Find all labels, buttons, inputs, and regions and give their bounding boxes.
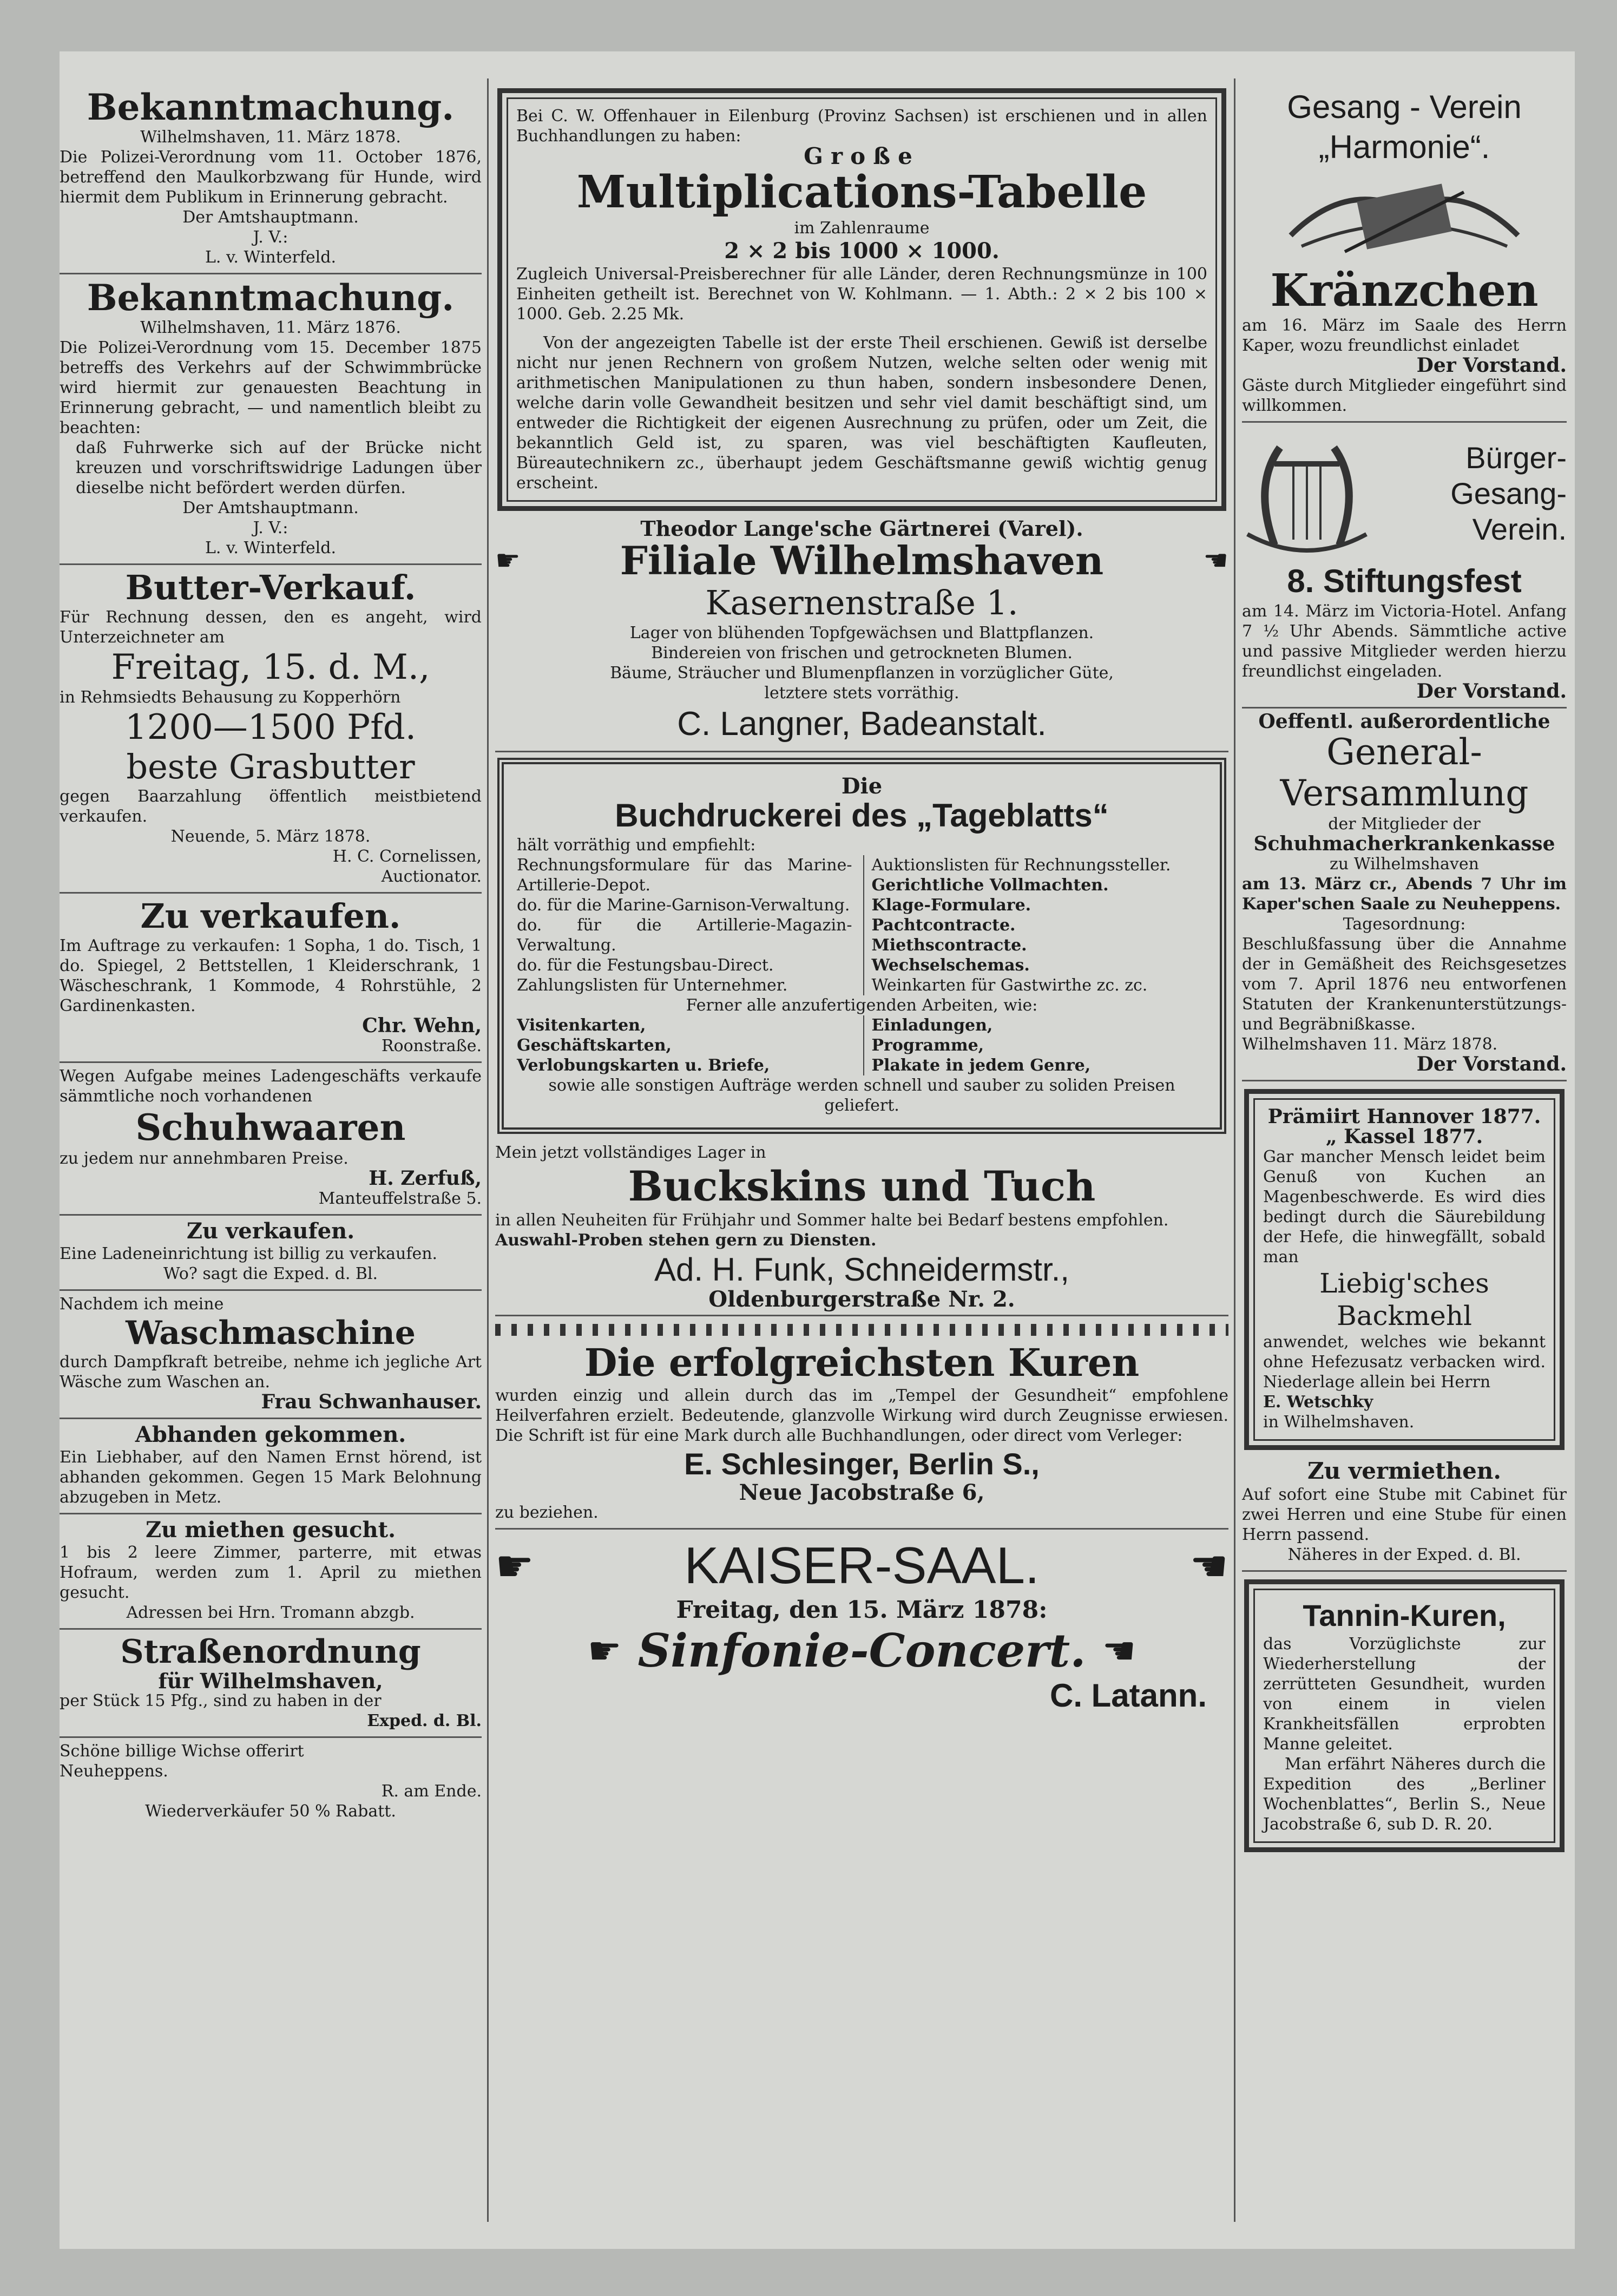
- ad-zu-verkaufen-2: [60, 1216, 482, 1291]
- ad-signature: H. C. Cornelissen,: [332, 847, 482, 866]
- list-item: Pachtcontracte.: [871, 916, 1016, 935]
- ad-street: Kasernenstraße 1.: [705, 583, 1018, 622]
- ornament-border: [495, 1324, 1228, 1336]
- ad-town: Neuheppens.: [60, 1762, 168, 1781]
- ad-body: anwendet, welches wie bekannt ohne Hefezusatz verbacken wird. Niederlage allein bei Herrn: [1263, 1333, 1546, 1392]
- ad-title: Filiale Wilhelmshaven: [620, 537, 1104, 583]
- ad-schuhwaaren: [60, 1063, 482, 1216]
- service-list-2: [517, 1015, 1207, 1075]
- ad-title: Buckskins und Tuch: [628, 1162, 1096, 1210]
- ad-range: 2 × 2 bis 1000 × 1000.: [724, 238, 1000, 264]
- ad-line: Bindereien von frischen und getrockneten Blumen.: [651, 644, 1073, 662]
- list-item: Visitenkarten,: [517, 1016, 646, 1035]
- ad-subtitle: für Wilhelmshaven,: [158, 1669, 383, 1693]
- list-item: Wechselschemas.: [871, 956, 1030, 975]
- ad-date: Wilhelmshaven, 11. März 1878.: [140, 128, 401, 147]
- ad-signature: C. Langner, Badeanstalt.: [677, 705, 1047, 743]
- ad-pre: Die: [841, 773, 883, 799]
- list-item: Einladungen,: [871, 1016, 993, 1035]
- ad-title: Butter-Verkauf.: [125, 568, 416, 607]
- ad-signature: L. v. Winterfeld.: [205, 248, 337, 267]
- ad-body: Man erfährt Näheres durch die Expedition des „Berliner Wochenblattes“, Berlin S., Neue Jacobstraße 6, sub D. R. 20.: [1263, 1755, 1546, 1834]
- ad-wichse: [60, 1738, 482, 1821]
- ad-zu-vermiethen: [1242, 1454, 1567, 1572]
- service-list-left: [517, 1015, 852, 1075]
- ad-street: Neue Jacobstraße 6,: [739, 1480, 985, 1505]
- ad-signature: Frau Schwanhauser.: [261, 1390, 482, 1413]
- ad-title-line: Verein.: [1472, 512, 1567, 546]
- ad-tannin-kuren: [1244, 1579, 1565, 1852]
- ad-strassenordnung: [60, 1630, 482, 1738]
- ad-amount: 1200—1500 Pfd.: [124, 707, 417, 747]
- ad-place: in Rehmsiedts Behausung zu Kopperhörn: [60, 688, 401, 707]
- ad-agenda: Beschlußfassung über die Annahme der in Gemäßheit des Reichsgesetzes vom 7. April 1876 neu entworfenen Statuten der Krankenunterstützungs- und Begräbnißkasse.: [1242, 935, 1567, 1034]
- list-item: do. für die Marine-Garnison-Verwaltung.: [517, 896, 850, 915]
- ad-event-row: [495, 1625, 1228, 1677]
- ad-title: Versammlung: [1280, 772, 1529, 814]
- ad-role: Auctionator.: [381, 867, 482, 886]
- column-divider: [487, 78, 489, 2222]
- column-middle: [495, 84, 1228, 1715]
- ad-title: Zu vermiethen.: [1307, 1458, 1501, 1484]
- column-left: [60, 84, 482, 1821]
- ad-body: am 16. März im Saale des Herrn Kaper, wozu freundlichst einladet: [1242, 316, 1567, 355]
- ad-body: zu jedem nur annehmbaren Preise.: [60, 1149, 349, 1168]
- list-item: Verlobungskarten u. Briefe,: [517, 1056, 770, 1075]
- list-item: Plakate in jedem Genre,: [871, 1056, 1091, 1075]
- ad-bekanntmachung-2: [60, 274, 482, 565]
- ad-street: Oldenburgerstraße Nr. 2.: [708, 1287, 1015, 1312]
- ad-body: in Wilhelmshaven.: [1263, 1413, 1415, 1432]
- newspaper-page: [60, 51, 1575, 2249]
- ad-body: Zugleich Universal-Preisberechner für alle Länder, deren Rechnungsmünze in 100 Einheiten getheilt ist. Berechnet von W. Kohlmann. — 1. Abth.: 2 × 2 bis 100 × 1000. Geb. 2.25 Mk.: [516, 265, 1207, 324]
- ad-title: Waschmaschine: [126, 1314, 416, 1352]
- list-item: do. für die Festungsbau-Direct.: [517, 956, 774, 975]
- list-item: Auktionslisten für Rechnungssteller.: [871, 856, 1171, 875]
- ad-award: Prämiirt Hannover 1877.: [1267, 1105, 1541, 1128]
- ad-signature: Der Vorstand.: [1416, 1053, 1567, 1075]
- ad-body: Von der angezeigten Tabelle ist der erste Theil erschienen. Gewiß ist derselbe nicht nur jenen Rechnern von großem Nutzen, welche selten oder wenig mit arithmetischen Manipulationen zu thun haben, sondern insbesondere Denen, welche darin volle Gewandheit besitzen und sehr viel damit beschäftigt sind, um entweder die Richtigkeit der eigenen Ausrechnung zu prüfen, oder um Zeit, die bekanntlich Geld ist, zu sparen, was viel beschäftigten Kaufleuten, Büreautechnikern zc., überhaupt jedem Geschäftsmanne gewiß wichtig genug erscheint.: [516, 333, 1207, 493]
- pointing-hand-right-icon: ☛: [495, 1540, 534, 1591]
- ad-date: Wilhelmshaven 11. März 1878.: [1242, 1035, 1498, 1054]
- ad-title-row: [495, 1536, 1228, 1596]
- ad-pre: Große: [804, 143, 920, 169]
- ad-title: Tannin-Kuren,: [1303, 1598, 1506, 1632]
- ad-intro: Nachdem ich meine: [60, 1295, 224, 1314]
- ad-butter-verkauf: [60, 565, 482, 894]
- ad-zu-verkaufen-1: [60, 894, 482, 1063]
- pointing-hand-right-icon: ☛: [495, 545, 521, 577]
- ad-title: Zu verkaufen.: [140, 896, 401, 936]
- ad-abhanden: [60, 1419, 482, 1514]
- ad-end: sowie alle sonstigen Aufträge werden schnell und sauber zu soliden Preisen geliefert.: [548, 1076, 1175, 1115]
- ad-end: zu beziehen.: [495, 1503, 599, 1522]
- ad-title: Straßenordnung: [120, 1633, 421, 1671]
- ad-date: Freitag, den 15. März 1878:: [676, 1596, 1048, 1624]
- ad-office: Der Amtshauptmann.: [182, 498, 359, 517]
- ad-by: J. V.:: [253, 228, 288, 247]
- ad-multiplications-tabelle: [497, 88, 1226, 511]
- ad-title: Abhanden gekommen.: [135, 1422, 406, 1447]
- ad-event: 8. Stiftungsfest: [1287, 563, 1522, 599]
- ad-body: Wegen Aufgabe meines Ladengeschäfts verkaufe sämmtliche noch vorhandenen: [60, 1067, 482, 1106]
- ad-signature: C. Latann.: [1049, 1677, 1207, 1714]
- ad-buckskins: [495, 1139, 1228, 1316]
- ad-intro: hält vorräthig und empfiehlt:: [517, 836, 756, 855]
- ad-resale: Wiederverkäufer 50 % Rabatt.: [145, 1802, 396, 1821]
- ad-signature: E. Schlesinger, Berlin S.,: [684, 1447, 1040, 1481]
- ad-kuren: [495, 1316, 1228, 1530]
- ad-title: Die erfolgreichsten Kuren: [584, 1340, 1140, 1385]
- ad-by: J. V.:: [253, 519, 288, 537]
- pointing-hand-left-icon: ☚: [1203, 545, 1228, 577]
- ad-waschmaschine: [60, 1291, 482, 1419]
- ad-zu-miethen: [60, 1514, 482, 1630]
- ad-body: wurden einzig und allein durch das im „Tempel der Gesundheit“ empfohlene Heilverfahren erzielt. Bedeutende, glanzvolle Wirkung wird durch Zeugnisse erwiesen. Die Schrift ist für eine Mark durch alle Buchhandlungen, oder direct vom Verleger:: [495, 1386, 1228, 1445]
- ad-title-line: Gesang-: [1450, 476, 1567, 510]
- ad-title: General-: [1326, 731, 1482, 773]
- ad-title: Gesang - Verein „Harmonie“.: [1287, 89, 1522, 165]
- ad-event: Sinfonie-Concert.: [637, 1624, 1086, 1677]
- service-list-right: [863, 855, 1207, 995]
- ad-title: Zu miethen gesucht.: [145, 1517, 396, 1543]
- ad-body: am 14. März im Victoria-Hotel. Anfang 7 ½ Uhr Abends. Sämmtliche active und passive Mitglieder werden hierzu freundlichst eingeladen.: [1242, 602, 1567, 681]
- ad-event: Kränzchen: [1270, 265, 1539, 317]
- ad-signature: L. v. Winterfeld.: [205, 539, 337, 557]
- ad-signature: Der Vorstand.: [1416, 680, 1567, 703]
- ad-body: durch Dampfkraft betreibe, nehme ich jegliche Art Wäsche zum Waschen an.: [60, 1353, 482, 1392]
- ad-signature: E. Wetschky: [1263, 1393, 1373, 1412]
- ad-title: Bekanntmachung.: [87, 86, 455, 128]
- ad-date: Neuende, 5. März 1878.: [170, 827, 371, 846]
- list-item: Gerichtliche Vollmachten.: [871, 876, 1109, 895]
- ad-ask: Wo? sagt die Exped. d. Bl.: [163, 1264, 378, 1283]
- ad-title: Multiplications-Tabelle: [576, 166, 1147, 218]
- ad-body: Eine Ladeneinrichtung ist billig zu verkaufen.: [60, 1244, 438, 1263]
- ad-body: Die Polizei-Verordnung vom 11. October 1876, betreffend den Maulkorbzwang für Hunde, wird hiermit dem Publikum in Erinnerung gebracht.: [60, 148, 482, 207]
- ad-body: Ein Liebhaber, auf den Namen Ernst hörend, ist abhanden gekommen. Gegen 15 Mark Belohnung abzugeben in Metz.: [60, 1448, 482, 1507]
- ad-place: Exped. d. Bl.: [367, 1711, 482, 1730]
- ad-signature: H. Zerfuß,: [369, 1167, 482, 1190]
- ad-body: Im Auftrage zu verkaufen: 1 Sopha, 1 do. Tisch, 1 do. Spiegel, 2 Bettstellen, 1 Kleiderschrank, 1 Wäscheschrank, 1 Kommode, 4 Rohrstühle, 2 Gardinenkasten.: [60, 936, 482, 1015]
- ad-buerger-gesang-verein: [1242, 423, 1567, 709]
- ad-harmonie: [1242, 84, 1567, 423]
- ad-org: Schuhmacherkrankenkasse: [1253, 832, 1555, 855]
- ad-title: Schuhwaaren: [135, 1106, 406, 1149]
- music-wreath-icon: [1280, 170, 1529, 263]
- list-item: Miethscontracte.: [871, 936, 1027, 955]
- ad-body: Für Rechnung dessen, den es angeht, wird Unterzeichneter am: [60, 608, 482, 647]
- ad-ask: Näheres in der Exped. d. Bl.: [1287, 1545, 1521, 1564]
- list-item: Zahlungslisten für Unternehmer.: [517, 976, 788, 995]
- ad-line: Bäume, Sträucher und Blumenpflanzen in vorzüglicher Güte,: [610, 664, 1114, 683]
- ad-body: Schöne billige Wichse offerirt: [60, 1742, 304, 1761]
- ad-title: Zu verkaufen.: [186, 1218, 355, 1244]
- list-item: Weinkarten für Gastwirthe zc. zc.: [871, 976, 1148, 995]
- list-item: Klage-Formulare.: [871, 896, 1031, 915]
- ad-line: der Mitglieder der: [1328, 815, 1481, 834]
- list-item: do. für die Artillerie-Magazin-Verwaltung.: [517, 916, 852, 955]
- ad-body: daß Fuhrwerke sich auf der Brücke nicht kreuzen und vorschriftswidrige Ladungen über dieselbe nicht befördert werden dürfen.: [76, 438, 482, 497]
- list-item: Geschäftskarten,: [517, 1036, 672, 1055]
- ad-title-row: [495, 539, 1228, 583]
- ad-mid: Ferner alle anzufertigenden Arbeiten, wie:: [686, 996, 1038, 1015]
- ad-street: Manteuffelstraße 5.: [318, 1189, 482, 1208]
- pointing-hand-left-icon: ☚: [1102, 1629, 1136, 1673]
- ad-buchdruckerei: [497, 758, 1226, 1134]
- ad-agenda-label: Tagesordnung:: [1343, 915, 1466, 934]
- ad-title-line: Bürger-: [1465, 441, 1567, 475]
- ad-backmehl: [1244, 1089, 1565, 1450]
- pointing-hand-right-icon: ☛: [587, 1629, 622, 1673]
- ad-body: Auf sofort eine Stube mit Cabinet für zwei Herren und eine Stube für einen Herrn passend.: [1242, 1485, 1567, 1544]
- ad-signature: Ad. H. Funk, Schneidermstr.,: [654, 1251, 1069, 1288]
- ad-line: zu Wilhelmshaven: [1330, 855, 1479, 874]
- ad-body: in allen Neuheiten für Frühjahr und Sommer halte bei Bedarf bestens empfohlen.: [495, 1211, 1169, 1230]
- column-right: [1242, 84, 1567, 1857]
- ad-title: Buchdruckerei des „Tageblatts“: [615, 797, 1109, 834]
- ad-pre: Mein jetzt vollständiges Lager in: [495, 1143, 766, 1162]
- ad-pre: Oeffentl. außerordentliche: [1258, 710, 1550, 733]
- ad-signature: R. am Ende.: [381, 1782, 482, 1801]
- ad-line: letztere stets vorräthig.: [764, 684, 959, 703]
- column-divider: [1234, 78, 1235, 2222]
- ad-street: Roonstraße.: [381, 1037, 482, 1055]
- ad-product: Liebig'sches Backmehl: [1319, 1268, 1489, 1331]
- list-item: Rechnungsformulare für das Marine-Artillerie-Depot.: [517, 856, 852, 895]
- ad-line: Lager von blühenden Topfgewächsen und Blattpflanzen.: [629, 624, 1094, 642]
- ad-range-label: im Zahlenraume: [794, 219, 930, 238]
- ad-office: Der Amtshauptmann.: [182, 208, 359, 227]
- ad-signature: Der Vorstand.: [1416, 354, 1567, 377]
- ad-signature: Chr. Wehn,: [362, 1014, 482, 1037]
- pointing-hand-left-icon: ☚: [1189, 1540, 1228, 1591]
- service-list: [517, 855, 1207, 995]
- ad-body: am 13. März cr., Abends 7 Uhr im Kaper'schen Saale zu Neuheppens.: [1242, 875, 1567, 914]
- ad-item: beste Grasbutter: [126, 747, 415, 786]
- ad-title: KAISER-SAAL.: [684, 1537, 1040, 1595]
- ad-bekanntmachung-1: [60, 84, 482, 274]
- ad-gaertnerei: [495, 515, 1228, 752]
- ad-intro: Bei C. W. Offenhauer in Eilenburg (Provinz Sachsen) ist erschienen und in allen Buchhandlungen zu haben:: [516, 107, 1207, 146]
- ad-body: per Stück 15 Pfg., sind zu haben in der: [60, 1691, 382, 1710]
- ad-samples: Auswahl-Proben stehen gern zu Diensten.: [495, 1231, 877, 1250]
- ad-note: Gäste durch Mitglieder eingeführt sind willkommen.: [1242, 376, 1567, 415]
- ad-body: Gar mancher Mensch leidet beim Genuß von Kuchen an Magenbeschwerde. Es wird dies bedingt durch die Säurebildung der Hefe, die hinwegfällt, sobald man: [1263, 1147, 1546, 1267]
- ad-body: das Vorzüglichste zur Wiederherstellung der zerrütteten Gesundheit, wurden von einem in vielen Krankheitsfällen erprobten Manne geleitet.: [1263, 1635, 1546, 1754]
- ad-title-stack: [1383, 440, 1567, 547]
- ad-general-versammlung: [1242, 709, 1567, 1081]
- ad-address: Adressen bei Hrn. Tromann abzgb.: [126, 1603, 415, 1622]
- ad-kaiser-saal: [495, 1530, 1228, 1715]
- ad-body: 1 bis 2 leere Zimmer, parterre, mit etwas Hofraum, werden zum 1. April zu miethen gesucht.: [60, 1543, 482, 1602]
- ad-pre: Theodor Lange'sche Gärtnerei (Varel).: [640, 516, 1083, 541]
- ad-award: „ Kassel 1877.: [1325, 1125, 1483, 1148]
- service-list-left: [517, 855, 852, 995]
- ad-header: [1242, 426, 1567, 561]
- service-list-right: [863, 1015, 1207, 1075]
- ad-body: Die Polizei-Verordnung vom 15. December 1875 betreffs des Verkehrs auf der Schwimmbrücke wird hiermit zur genauesten Beachtung in Erinnerung gebracht, — und namentlich bleibt zu beachten:: [60, 338, 482, 437]
- ad-date: Wilhelmshaven, 11. März 1876.: [140, 318, 401, 337]
- lyre-icon: [1242, 426, 1372, 561]
- list-item: Programme,: [871, 1036, 984, 1055]
- ad-title: Bekanntmachung.: [87, 277, 455, 319]
- ad-terms: gegen Baarzahlung öffentlich meistbietend verkaufen.: [60, 787, 482, 826]
- ad-day: Freitag, 15. d. M.,: [111, 647, 430, 687]
